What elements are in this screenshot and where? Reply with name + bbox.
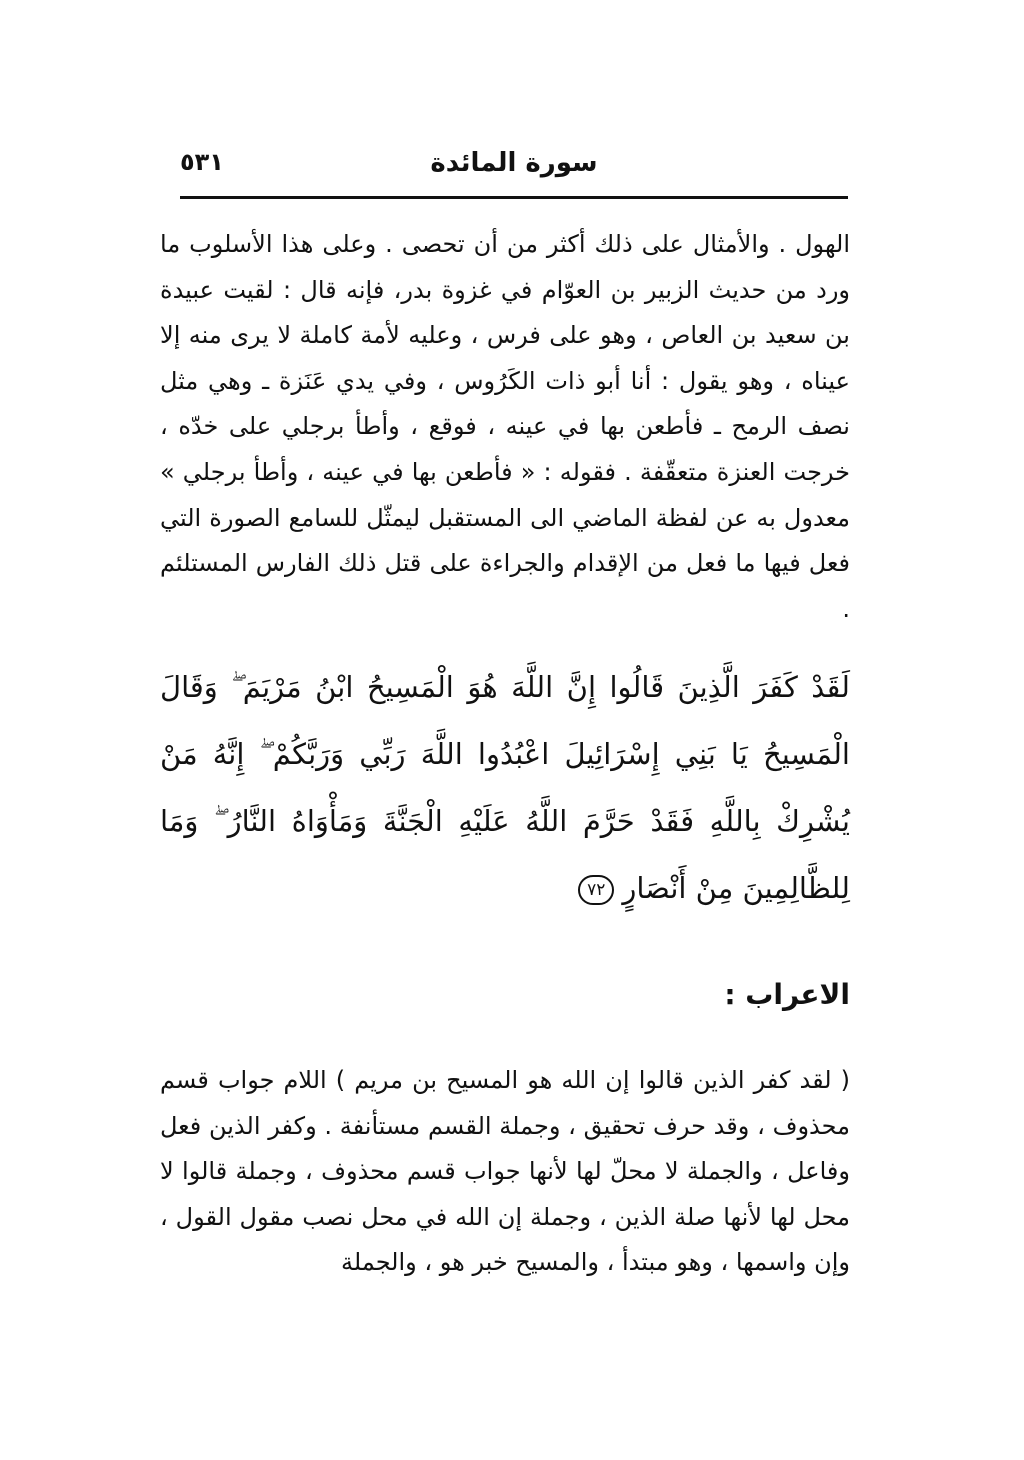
- running-header: [180, 146, 848, 190]
- header-rule: [180, 196, 848, 199]
- verse-paragraph: [160, 654, 850, 922]
- verse-text: لَقَدْ كَفَرَ الَّذِينَ قَالُوا إِنَّ اللَّهَ هُوَ الْمَسِيحُ ابْنُ مَرْيَمَ ۖ وَقَالَ الْمَسِيحُ يَا بَنِي إِسْرَائِيلَ اعْبُدُوا اللَّهَ رَبِّي وَرَبَّكُمْ ۖ إِنَّهُ مَنْ يُشْرِكْ بِاللَّهِ فَقَدْ حَرَّمَ اللَّهُ عَلَيْهِ الْجَنَّةَ وَمَأْوَاهُ النَّارُ ۖ وَمَا لِلظَّالِمِينَ مِنْ أَنْصَارٍ: [160, 670, 850, 905]
- commentary-paragraph: الهول . والأمثال على ذلك أكثر من أن تحصى . وعلى هذا الأسلوب ما ورد من حديث الزبير بن العوّام في غزوة بدر، فإنه قال : لقيت عبيدة بن سعيد بن العاص ، وهو على فرس ، وعليه لأمة كاملة لا يرى منه إلا عيناه ، وهو يقول : أنا أبو ذات الكَرُوس ، وفي يدي عَنَزة ـ وهي مثل نصف الرمح ـ فأطعن بها في عينه ، فوقع ، وأطأ برجلي على خدّه ، خرجت العنزة متعقّفة . فقوله : « فأطعن بها في عينه ، وأطأ برجلي » معدول به عن لفظة الماضي الى المستقبل ليمثّل للسامع الصورة التي فعل فيها ما فعل من الإقدام والجراءة على قتل ذلك الفارس المستلئم .: [160, 230, 850, 623]
- surah-title: سورة المائدة: [430, 148, 598, 178]
- irab-section: [160, 1058, 850, 1286]
- ayah-number-marker: ٧٢: [578, 875, 614, 905]
- page-number: ٥٣١: [180, 148, 224, 176]
- irab-heading: الاعراب :: [724, 978, 850, 1011]
- quran-verse: [160, 654, 850, 922]
- irab-paragraph: ( لقد كفر الذين قالوا إن الله هو المسيح بن مريم ) اللام جواب قسم محذوف ، وقد حرف تحقيق ، وجملة القسم مستأنفة . وكفر الذين فعل وفاعل ، والجملة لا محلّ لها لأنها جواب قسم محذوف ، وجملة قالوا لا محل لها لأنها صلة الذين ، وجملة إن الله في محل نصب مقول القول ، وإن واسمها ، وهو مبتدأ ، والمسيح خبر هو ، والجملة: [160, 1066, 850, 1277]
- commentary-section: [160, 222, 850, 632]
